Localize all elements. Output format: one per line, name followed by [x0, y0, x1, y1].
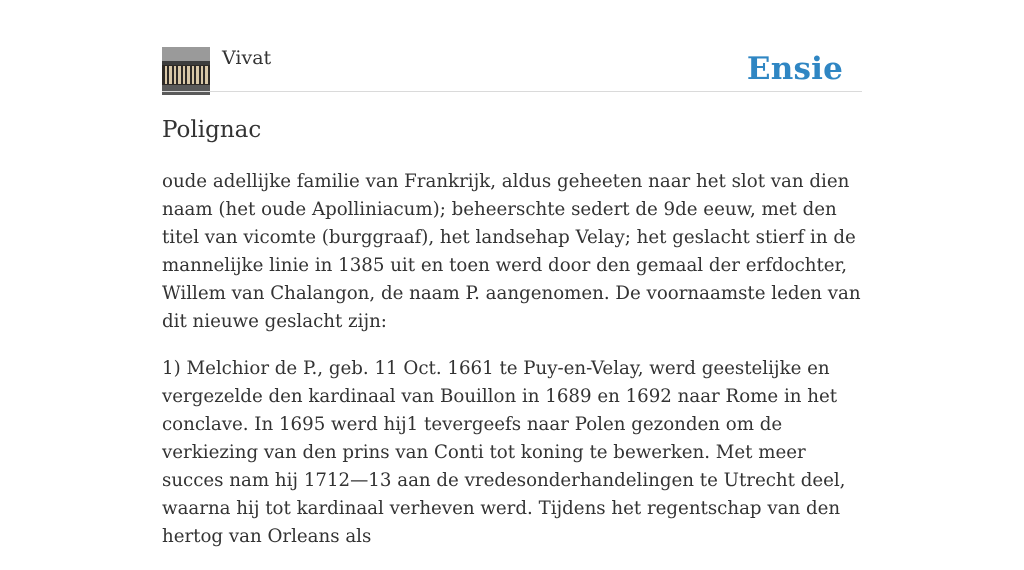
article-paragraph: oude adellijke familie van Frankrijk, aldus geheeten naar het slot van dien naam (het oude Apolliniacum); beheerschte sedert de 9de eeuw, met den titel van vicomte (burggraaf), het landsehap Velay; het geslacht stierf in de mannelijke linie in 1385 uit en toen werd door den gemaal der erfdochter, Willem van Chalangon, de naam P. aangenomen. De voornaamste leden van dit nieuwe geslacht zijn: — [162, 171, 861, 332]
brand-logo[interactable]: Ensie — [746, 51, 843, 87]
article-paragraph: 1) Melchior de P., geb. 11 Oct. 1661 te Puy-en-Velay, werd geestelijke en vergezelde den kardinaal van Bouillon in 1689 en 1692 naar Rome in het conclave. In 1695 werd hij1 tevergeefs naar Polen gezonden om de verkiezing van den prins van Conti tot koning te bewerken. Met meer succes nam hij 1712—13 aan de vredesonderhandelingen te Utrecht deel, waarna hij tot kardinaal verheven werd. Tijdens het regentschap van den hertog van Orleans als — [162, 358, 846, 547]
article-body — [162, 168, 864, 570]
page-header — [162, 46, 862, 92]
avatar[interactable] — [162, 47, 210, 95]
user-name[interactable]: Vivat — [222, 47, 272, 69]
page-title: Polignac — [162, 117, 262, 143]
bookshelf-avatar-icon — [162, 47, 210, 95]
header-divider — [162, 91, 862, 92]
